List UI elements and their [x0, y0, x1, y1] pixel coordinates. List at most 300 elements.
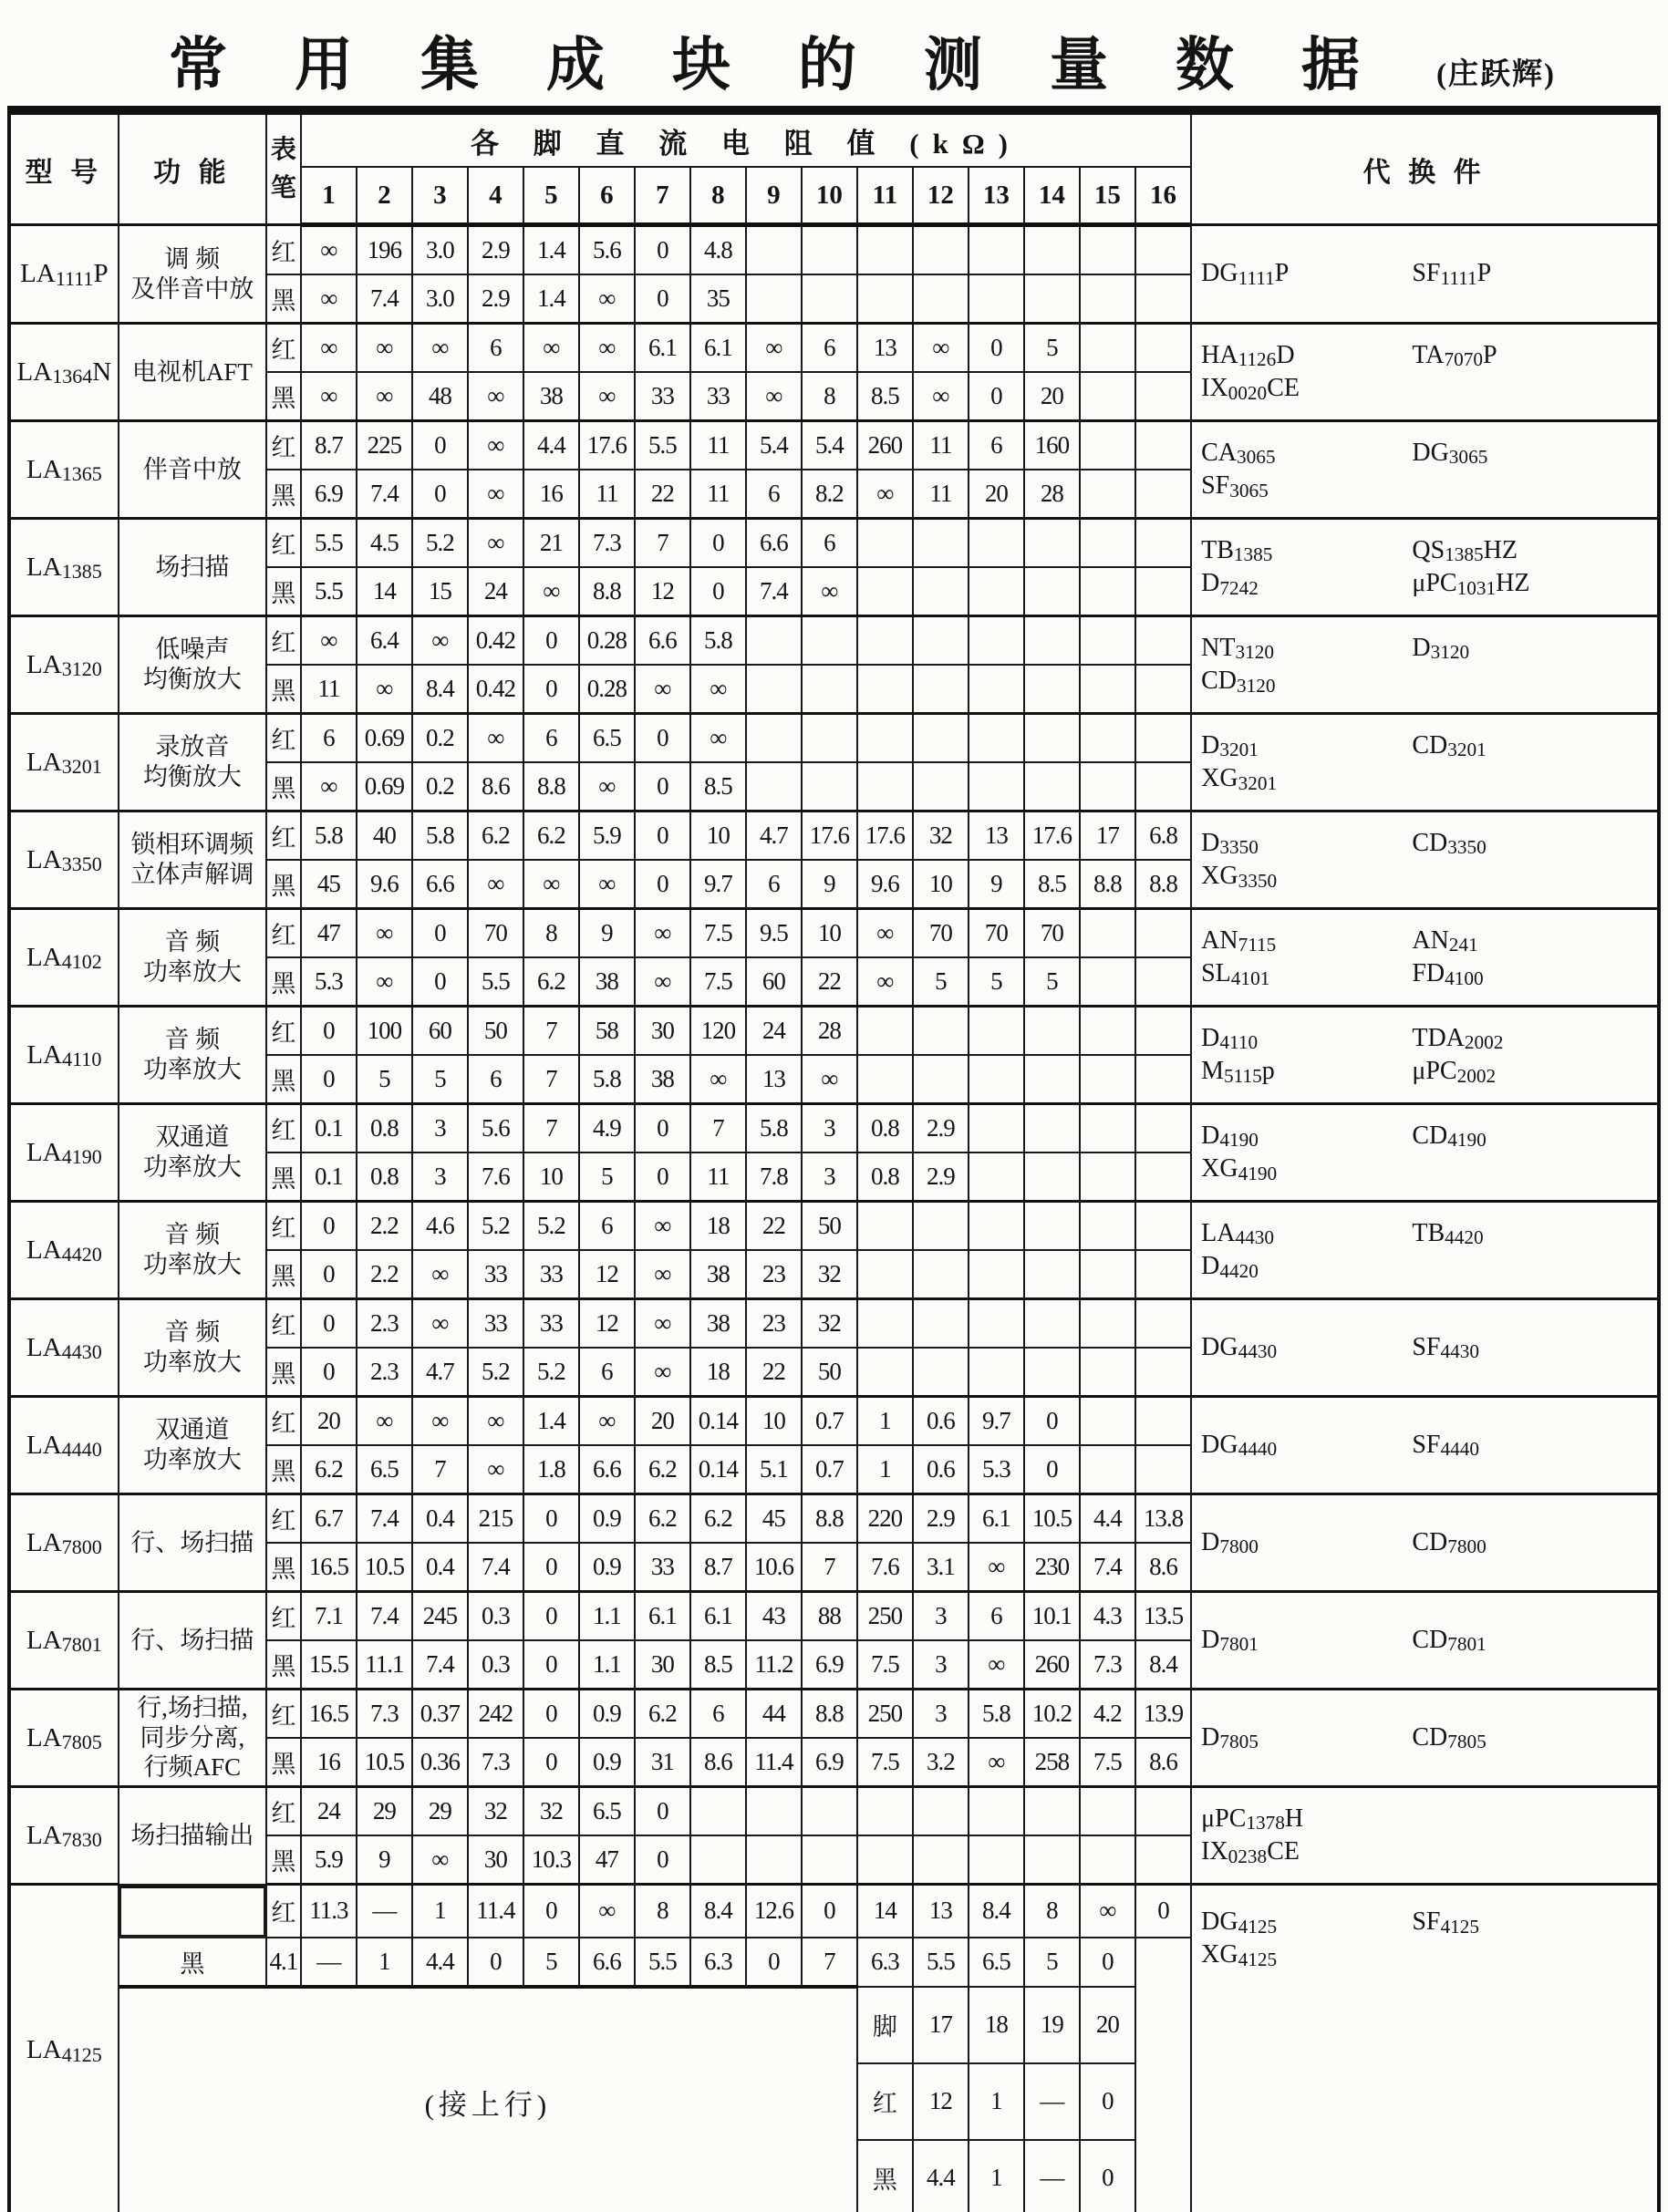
ic-row-red [9, 1299, 1659, 1349]
pin-value-cell: ∞ [468, 1445, 523, 1494]
pin-value-cell: 11.4 [468, 1885, 523, 1938]
pin-value-cell: 7.4 [468, 1543, 523, 1592]
pin-value-cell: 5.3 [969, 1445, 1024, 1494]
model-cell [9, 1787, 119, 1885]
pin-value-cell: 8.4 [690, 1885, 746, 1938]
pin-value-cell: 15.5 [301, 1640, 357, 1690]
pin-value-cell: 0 [1024, 1397, 1080, 1446]
model-cell [9, 324, 119, 421]
pin-value-cell: 4.4 [412, 1938, 468, 1987]
pin-value-cell: 3 [412, 1104, 468, 1153]
probe-label-black: 黑 [266, 274, 301, 324]
pin-value-cell: 6.2 [301, 1445, 357, 1494]
pin-value-cell: 0 [635, 762, 690, 811]
pin-value-cell: 2.3 [357, 1348, 412, 1397]
pin-number: 5 [523, 167, 579, 225]
function-line: 锁相环调频 [130, 831, 254, 859]
replacement-line [1201, 1526, 1650, 1559]
pin-number: 14 [1024, 167, 1080, 225]
replacement-part [1201, 1429, 1412, 1462]
replacement-part [1201, 1217, 1412, 1250]
replacement-part [1201, 339, 1412, 372]
replacement-part [1201, 534, 1412, 567]
pin-value-cell: 5.8 [579, 1055, 635, 1104]
replacement-cell [1191, 324, 1659, 421]
function-cell [119, 1886, 265, 1937]
pin-value-cell [969, 1153, 1024, 1202]
name-prefix: DG [1201, 1430, 1238, 1459]
pin-value-cell: 38 [579, 957, 635, 1007]
pin-value-cell: 4.9 [579, 1104, 635, 1153]
pin-value-cell [913, 1055, 969, 1104]
replacement-part [1412, 1120, 1486, 1153]
pin-value-cell [746, 225, 802, 275]
pin-value-cell [1080, 519, 1135, 568]
pin-value-cell: 16 [301, 1738, 357, 1787]
name-digits: 7830 [61, 1828, 102, 1852]
pin-value-cell: 0.69 [357, 762, 412, 811]
name-suffix: CE [1267, 1837, 1300, 1866]
pin-value-cell: ∞ [357, 665, 412, 714]
name-digits: 4125 [1238, 1915, 1278, 1938]
name-digits: 7070 [1444, 348, 1483, 371]
pin-value-cell: 30 [635, 1640, 690, 1690]
title-row [0, 0, 1668, 102]
pin-value-cell: 8.8 [579, 567, 635, 616]
pin-value-cell: 12 [635, 567, 690, 616]
name-digits: 7805 [61, 1731, 102, 1754]
pin-value-cell [1135, 421, 1191, 470]
pin-value-cell: 0.28 [579, 616, 635, 666]
pin-value-cell: 6.8 [1135, 811, 1191, 861]
pin-value-cell: 0.14 [690, 1397, 746, 1446]
pin-value-cell: 4.4 [1080, 1494, 1135, 1544]
model-cell [9, 811, 119, 909]
pin-value-cell [1024, 1055, 1080, 1104]
pin-value-cell: 0.1 [301, 1153, 357, 1202]
probe-label-red: 红 [266, 1397, 301, 1446]
name-suffix: HZ [1496, 569, 1530, 597]
name-prefix: LA [26, 1332, 62, 1362]
pin-value-cell: 9.7 [969, 1397, 1024, 1446]
probe-label-black: 黑 [266, 665, 301, 714]
pin-value-cell: 100 [357, 1007, 412, 1056]
pin-value-cell: 8.5 [690, 1640, 746, 1690]
pin-value-cell: 0.9 [579, 1543, 635, 1592]
pin-value-cell [802, 714, 857, 763]
replacement-part [1412, 1429, 1479, 1462]
pin-value-cell: ∞ [468, 860, 523, 909]
pin-value-cell [802, 1787, 857, 1836]
replacement-part [1412, 437, 1487, 470]
name-digits: 7800 [61, 1535, 102, 1559]
pin-value-cell [1080, 1153, 1135, 1202]
pin-value-cell [1135, 372, 1191, 421]
pin-value-cell [1024, 1202, 1080, 1251]
pin-value-cell: 11 [579, 470, 635, 519]
replacement-line [1201, 762, 1650, 795]
name-prefix: FD [1412, 959, 1445, 987]
pin-value-cell [1080, 1202, 1135, 1251]
name-digits: 7801 [1219, 1633, 1259, 1656]
pin-value-cell [1024, 1104, 1080, 1153]
replacement-part [1201, 1250, 1412, 1283]
pin-value-cell: 18 [690, 1348, 746, 1397]
pin-value-cell: ∞ [412, 1397, 468, 1446]
probe-char-top: 表 [270, 136, 296, 165]
name-digits: 1365 [61, 462, 102, 486]
probe-label-black: 黑 [266, 1738, 301, 1787]
name-prefix: D [1201, 1252, 1220, 1280]
name-prefix: NT [1201, 633, 1236, 662]
pin-value-cell [969, 762, 1024, 811]
pin-value-cell: 5 [412, 1055, 468, 1104]
pin-value-cell: 0 [412, 909, 468, 958]
replacement-part [1201, 729, 1412, 762]
pin-value-cell: 0 [301, 1202, 357, 1251]
pin-value-cell: ∞ [357, 1397, 412, 1446]
probe-label-red: 红 [266, 1690, 301, 1739]
function-line: 行、场扫描 [130, 1528, 254, 1556]
pin-value-cell: 9.6 [357, 860, 412, 909]
pin-number: 1 [301, 167, 357, 225]
probe-label-red: 红 [266, 1592, 301, 1641]
pin-value-cell: 8.8 [1080, 860, 1135, 909]
pin-value-cell [1135, 1202, 1191, 1251]
function-line: 功率放大 [142, 1251, 242, 1278]
pin-value-cell: 8 [1024, 1885, 1080, 1938]
pin-value-cell: 11 [690, 1153, 746, 1202]
pin-value-cell [857, 519, 913, 568]
pin-value-cell: 9 [969, 860, 1024, 909]
pin-value-cell: 6.6 [412, 860, 468, 909]
pin-value-cell: 6.2 [468, 811, 523, 861]
pin-value-cell [1135, 1787, 1191, 1836]
pin-value-cell: 7 [690, 1104, 746, 1153]
name-digits: 1111 [1238, 266, 1275, 289]
pin-value-cell: 5 [1024, 1938, 1080, 1987]
pin-value-cell: ∞ [969, 1738, 1024, 1787]
pin-value-cell [857, 1202, 913, 1251]
replacement-part [1201, 1938, 1412, 1971]
pin-value-cell: 8.7 [301, 421, 357, 470]
name-digits: 7800 [1447, 1535, 1487, 1558]
pin-value-cell: 1.1 [579, 1592, 635, 1641]
pin-value-cell: 6.1 [690, 1592, 746, 1641]
function-line: 行,场扫描, [137, 1693, 248, 1721]
replacement-part [1412, 1217, 1483, 1250]
function-line: 行频AFC [143, 1753, 242, 1782]
replacement-line [1201, 1624, 1650, 1657]
model-cell [9, 421, 119, 519]
pin-value-cell: 60 [412, 1007, 468, 1056]
name-suffix: D [1276, 340, 1295, 369]
pin-value-cell [1024, 714, 1080, 763]
pin-value-cell: 0.9 [579, 1738, 635, 1787]
pin-value-cell: 13 [857, 324, 913, 373]
function-line: 均衡放大 [142, 666, 242, 693]
pin-value-cell: 2.2 [357, 1250, 412, 1299]
pin-value-cell: 0 [635, 274, 690, 324]
pin-value-cell [746, 665, 802, 714]
pin-value-cell: 7 [802, 1543, 857, 1592]
replacement-part [1412, 534, 1518, 567]
pin-value-cell: 8.4 [412, 665, 468, 714]
function-line: 伴音中放 [142, 455, 242, 483]
replacement-part [1201, 437, 1412, 470]
pin-value-cell: 0 [523, 1543, 579, 1592]
pin-value-cell [1024, 1348, 1080, 1397]
name-digits: 1385 [61, 560, 102, 584]
pin-value-cell: 17 [1080, 811, 1135, 861]
pin-value-cell: 0 [523, 616, 579, 666]
pin-value-cell: 35 [690, 274, 746, 324]
pin-value-cell: 17.6 [579, 421, 635, 470]
pin-value-cell [1080, 1445, 1135, 1494]
replacement-part [1201, 860, 1412, 893]
pin-value-cell: 4.7 [746, 811, 802, 861]
pin-value-cell: ∞ [523, 860, 579, 909]
pin-value-cell: 0.3 [468, 1640, 523, 1690]
pin-value-cell: 45 [746, 1494, 802, 1544]
pin-value-cell: 14 [857, 1885, 913, 1938]
replacement-part [1201, 567, 1412, 600]
pin-value-cell: 7.4 [357, 274, 412, 324]
name-prefix: CD [1412, 1527, 1448, 1556]
function-cell [119, 1397, 266, 1494]
table-body [9, 225, 1659, 2212]
pin-value-cell: — [357, 1885, 412, 1938]
pin-value-cell: ∞ [468, 519, 523, 568]
name-digits: 0020 [1228, 381, 1268, 404]
pin-value-cell: 260 [1024, 1640, 1080, 1690]
pin-value-cell [913, 762, 969, 811]
pin-value-cell: 0.42 [468, 616, 523, 666]
pin-value-cell: 6.3 [690, 1938, 746, 1987]
pin-value-cell: 7.4 [357, 470, 412, 519]
pin-value-cell: ∞ [579, 762, 635, 811]
name-prefix: DG [1201, 1332, 1238, 1361]
pin-value-cell: 6.6 [579, 1445, 635, 1494]
name-digits: 1111 [55, 266, 94, 290]
name-suffix: CE [1267, 374, 1300, 402]
function-cell [119, 811, 266, 909]
pin-value-cell: 33 [690, 372, 746, 421]
pin-value-cell: 5 [969, 957, 1024, 1007]
pin-value-cell [802, 665, 857, 714]
pin-value-cell: 7 [412, 1445, 468, 1494]
function-line: 电视机AFT [131, 357, 253, 386]
name-prefix: TB [1412, 1218, 1445, 1247]
replacement-part [1201, 1624, 1412, 1657]
name-prefix: LA [16, 357, 53, 387]
pin-number: 4 [468, 167, 523, 225]
name-prefix: DG [1201, 259, 1238, 288]
pin-value-cell [1080, 1397, 1135, 1446]
pin-value-cell: 14 [357, 567, 412, 616]
pin-value-cell: 33 [523, 1250, 579, 1299]
pin-value-cell: 6 [802, 324, 857, 373]
pin-value-cell: 8.8 [1135, 860, 1191, 909]
probe-label-red: 红 [266, 909, 301, 958]
pin-value-cell: ∞ [635, 909, 690, 958]
pin-value-cell [857, 1055, 913, 1104]
replacement-line [1201, 470, 1650, 502]
model-cell [9, 1592, 119, 1690]
pin-value-cell [857, 762, 913, 811]
pin-value-cell: 7 [523, 1104, 579, 1153]
pin-value-cell: 6.4 [357, 616, 412, 666]
pin-value-cell: 4.5 [357, 519, 412, 568]
pin-value-cell [1135, 616, 1191, 666]
pin-value-cell: 10.5 [1024, 1494, 1080, 1544]
function-line: 音 频 [164, 1318, 221, 1347]
pin-value-cell: 22 [746, 1348, 802, 1397]
pin-value-cell: 20 [969, 470, 1024, 519]
replacement-part [1412, 925, 1477, 957]
pin-value-cell [969, 1104, 1024, 1153]
pin-value-cell: 24 [301, 1787, 357, 1836]
replacement-part [1201, 1721, 1412, 1754]
pin-value-cell: 38 [690, 1250, 746, 1299]
pin-value-cell [1080, 762, 1135, 811]
pin-value-cell [746, 1787, 802, 1836]
replacement-line [1201, 925, 1650, 957]
name-prefix: IX [1201, 1837, 1228, 1866]
replacement-cell [1191, 225, 1659, 324]
replacement-cell [1191, 1592, 1659, 1690]
name-prefix: SF [1412, 259, 1441, 288]
name-digits: 4430 [61, 1340, 102, 1364]
name-digits: 7805 [1447, 1731, 1487, 1753]
pin-value-cell: 220 [857, 1494, 913, 1544]
pin-value-cell: ∞ [301, 274, 357, 324]
name-prefix: TA [1412, 340, 1445, 369]
ic-row-red [9, 811, 1659, 861]
replacement-part [1412, 567, 1529, 600]
pin-value-cell: 3 [913, 1640, 969, 1690]
name-digits: 1031 [1456, 576, 1497, 599]
pin-value-cell: 43 [746, 1592, 802, 1641]
pin-value-cell: ∞ [412, 1299, 468, 1349]
replacement-part [1412, 632, 1469, 665]
pin-value-cell: 2.9 [913, 1104, 969, 1153]
pin-value-cell: 6 [579, 1202, 635, 1251]
pin-value-cell: 0 [635, 1104, 690, 1153]
pin-value-cell: 8.6 [468, 762, 523, 811]
pin-value-cell: 0.4 [412, 1494, 468, 1544]
pin-value-cell: 11 [690, 421, 746, 470]
function-cell [119, 1299, 266, 1397]
pin-value-cell: 5.2 [523, 1348, 579, 1397]
name-digits: 1385 [1233, 543, 1273, 566]
pin-value-cell: 38 [635, 1055, 690, 1104]
probe-label-red: 红 [266, 225, 301, 275]
pin-value-cell: ∞ [301, 762, 357, 811]
name-digits: 241 [1448, 934, 1478, 956]
probe-label-black: 黑 [266, 957, 301, 1007]
pin-value-cell [1024, 1153, 1080, 1202]
name-suffix: H [1284, 1804, 1304, 1833]
replacement-cell [1191, 811, 1659, 909]
pin-value-cell: 0 [969, 324, 1024, 373]
pin-value-cell: 1.8 [523, 1445, 579, 1494]
pin-value-cell: 0 [523, 1494, 579, 1544]
pin-value-cell: ∞ [468, 372, 523, 421]
name-prefix: LA [26, 942, 62, 972]
probe-label-red: 红 [266, 1787, 301, 1836]
pin-number: 9 [746, 167, 802, 225]
pin-value-cell: 9 [579, 909, 635, 958]
pin-value-cell [1080, 567, 1135, 616]
replacement-cell [1191, 616, 1659, 714]
name-prefix: AN [1201, 925, 1238, 955]
pin-value-cell [1135, 1445, 1191, 1494]
pin-value-cell [969, 1007, 1024, 1056]
name-digits: 7801 [1447, 1633, 1487, 1656]
model-cell [9, 1202, 119, 1299]
name-suffix: N [92, 357, 112, 387]
replacement-part [1201, 827, 1412, 860]
pin-value-cell: 5.5 [301, 519, 357, 568]
replacement-part [1412, 339, 1497, 372]
name-digits: 4430 [1238, 1340, 1278, 1363]
pin-value-cell: 8 [523, 909, 579, 958]
replacement-cell [1191, 519, 1659, 616]
pin-value-cell: ∞ [635, 1299, 690, 1349]
model-cell [9, 1007, 119, 1104]
pin-value-cell [1024, 1787, 1080, 1836]
pin-number: 13 [969, 167, 1024, 225]
function-cell [119, 909, 266, 1007]
function-line [143, 1935, 242, 1937]
function-cell [119, 1787, 266, 1885]
pin-value-cell: 0 [523, 1885, 579, 1938]
function-line: 功率放大 [142, 1446, 242, 1473]
name-digits: 3120 [1235, 641, 1274, 664]
pin-value-cell: ∞ [635, 1250, 690, 1299]
replacement-line [1201, 1055, 1650, 1088]
pin-value-cell: 0 [301, 1299, 357, 1349]
pin-value-cell: 250 [857, 1690, 913, 1739]
ic-row-red [9, 1202, 1659, 1251]
pin-value-cell: 5.9 [579, 811, 635, 861]
pin-value-cell: 245 [412, 1592, 468, 1641]
name-prefix: SF [1201, 471, 1230, 500]
replacement-part [1412, 1055, 1496, 1088]
pin-value-cell: 6.5 [357, 1445, 412, 1494]
pin-value-cell: 4.4 [913, 2140, 969, 2212]
pin-value-cell: 5.5 [301, 567, 357, 616]
pin-value-cell: — [301, 1938, 357, 1987]
pin-value-cell: 1 [412, 1885, 468, 1938]
pin-value-cell [913, 519, 969, 568]
pin-value-cell [913, 1250, 969, 1299]
pin-value-cell: 5.5 [468, 957, 523, 1007]
replacement-cell [1191, 714, 1659, 811]
name-prefix: AN [1412, 925, 1449, 955]
pin-value-cell [969, 567, 1024, 616]
pin-value-cell: 1 [857, 1397, 913, 1446]
byline: (庄跃辉) [1436, 58, 1556, 91]
pin-value-cell: 7.6 [468, 1153, 523, 1202]
replacement-part [1201, 1526, 1412, 1559]
pin-value-cell [1135, 274, 1191, 324]
pin-value-cell: 32 [802, 1250, 857, 1299]
pin-value-cell: 13.8 [1135, 1494, 1191, 1544]
pin-value-cell [913, 1348, 969, 1397]
pin-value-cell: 5.5 [913, 1938, 969, 1987]
